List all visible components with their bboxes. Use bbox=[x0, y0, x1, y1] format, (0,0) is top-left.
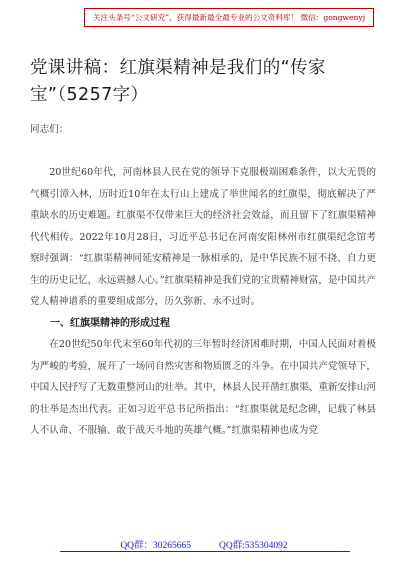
salutation: 同志们： bbox=[30, 124, 69, 135]
footer-qq-group-2: QQ群:535304092 bbox=[219, 541, 288, 551]
document-title: 党课讲稿：红旗渠精神是我们的“传家宝”（5257字） bbox=[30, 58, 326, 105]
footer-rule bbox=[60, 551, 350, 552]
section-heading: 一、红旗渠精神的形成过程 bbox=[50, 317, 170, 329]
footer bbox=[0, 537, 408, 551]
paragraph: 20世纪60年代，河南林县人民在党的领导下克服极端困难条件，以大无畏的气概引漳入林，历时近10年在太行山上建成了举世闻名的红旗渠，彻底解决了严重缺水的历史难题。红旗渠不仅带来巨大的经济社会效益，而且留下了红旗渠精神代代相传。2022年10月28日，习近平总书记在河南安阳林州市红旗渠纪念馆考察时强调：“红旗渠精神同延安精神是一脉相承的，是中华民族不屈不挠、自力更生的历史记忆，永远震撼人心。”红旗渠精神是我们党的宝贵精神财富，是中国共产党人精神谱系的重要组成部分，历久弥新、永不过时。 bbox=[30, 167, 376, 307]
paragraph: 在20世纪50年代末至60年代初的三年暂时经济困难时期，中国人民面对着极为严峻的考验，展开了一场同自然灾害和物质匮乏的斗争。在中国共产党领导下，中国人民抒写了无数重整河山的壮举。其中，林县人民开凿红旗渠、重新安排山河的壮举是杰出代表。正如习近平总书记所指出：“红旗渠就是纪念碑，记载了林县人不认命、不服输、敢于战天斗地的英雄气概。”红旗渠精神也成为党 bbox=[30, 339, 376, 436]
blank-line bbox=[30, 141, 376, 163]
footer-qq-group-1: QQ群：30265665 bbox=[120, 541, 192, 551]
header-banner: 关注头条号“公文研究”，获得最新最全最专业的公文资料库！ 微信：gongwenyj bbox=[84, 8, 374, 27]
document-body bbox=[30, 119, 376, 442]
